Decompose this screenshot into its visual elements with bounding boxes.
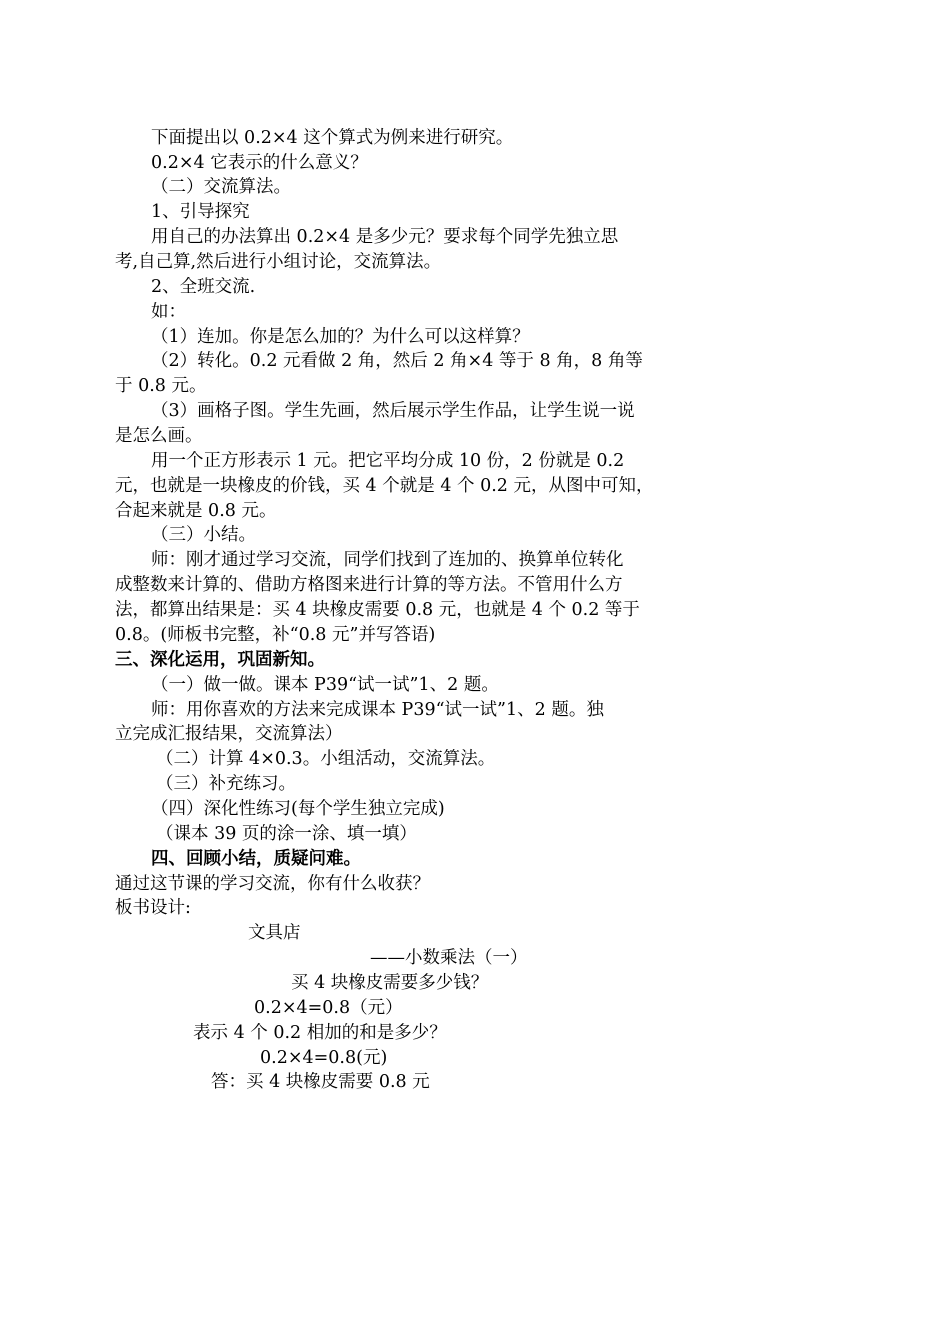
section-heading: 三、深化运用，巩固新知。 <box>115 650 325 670</box>
text-line: （二）计算 4×0.3。小组活动，交流算法。 <box>156 749 496 769</box>
text-line: 0.8。(师板书完整，补“0.8 元”并写答语) <box>115 625 436 645</box>
text-line: 通过这节课的学习交流，你有什么收获？ <box>115 874 430 894</box>
board-equation: 0.2×4=0.8(元) <box>260 1048 388 1068</box>
text-line: 成整数来计算的、借助方格图来进行计算的等方法。不管用什么方 <box>115 575 623 595</box>
text-line: 立完成汇报结果，交流算法） <box>115 724 343 744</box>
board-title: 文具店 <box>248 923 301 943</box>
text-line: 是怎么画。 <box>115 426 203 446</box>
text-line: 元，也就是一块橡皮的价钱，买 4 个就是 4 个 0.2 元，从图中可知， <box>115 476 654 496</box>
board-subtitle: ——小数乘法（一） <box>370 948 528 968</box>
text-line: 2、全班交流. <box>151 277 256 297</box>
text-line: （三）补充练习。 <box>156 774 296 794</box>
text-line: 师：用你喜欢的方法来完成课本 P39“试一试”1、2 题。独 <box>151 700 604 720</box>
text-line: （2）转化。0.2 元看做 2 角，然后 2 角×4 等于 8 角，8 角等 <box>151 351 643 371</box>
text-line: 考,自己算,然后进行小组讨论，交流算法。 <box>115 252 442 272</box>
text-line: 1、引导探究 <box>151 202 250 222</box>
text-line: 师：刚才通过学习交流，同学们找到了连加的、换算单位转化 <box>151 550 624 570</box>
text-line: （二）交流算法。 <box>151 177 291 197</box>
text-line: 如： <box>151 302 186 322</box>
board-equation: 0.2×4=0.8（元） <box>254 998 403 1018</box>
text-line: 用一个正方形表示 1 元。把它平均分成 10 份，2 份就是 0.2 <box>151 451 625 471</box>
text-line: （1）连加。你是怎么加的？为什么可以这样算？ <box>151 327 530 347</box>
text-line: （三）小结。 <box>151 525 256 545</box>
board-question: 买 4 块橡皮需要多少钱？ <box>291 973 489 993</box>
text-line: 用自己的办法算出 0.2×4 是多少元？要求每个同学先独立思 <box>151 227 619 247</box>
text-line: （3）画格子图。学生先画，然后展示学生作品，让学生说一说 <box>151 401 635 421</box>
board-answer: 答：买 4 块橡皮需要 0.8 元 <box>211 1072 430 1092</box>
board-meaning: 表示 4 个 0.2 相加的和是多少？ <box>193 1023 447 1043</box>
text-line: 板书设计: <box>115 898 191 918</box>
text-line: 合起来就是 0.8 元。 <box>115 501 277 521</box>
section-heading: 四、回顾小结，质疑问难。 <box>151 849 361 869</box>
text-line: 于 0.8 元。 <box>115 376 207 396</box>
text-line: （四）深化性练习(每个学生独立完成) <box>151 799 445 819</box>
text-line: 下面提出以 0.2×4 这个算式为例来进行研究。 <box>151 128 514 148</box>
text-line: （课本 39 页的涂一涂、填一填） <box>156 824 417 844</box>
text-line: 法，都算出结果是：买 4 块橡皮需要 0.8 元，也就是 4 个 0.2 等于 <box>115 600 640 620</box>
text-line: （一）做一做。课本 P39“试一试”1、2 题。 <box>151 675 499 695</box>
text-line: 0.2×4 它表示的什么意义？ <box>151 153 368 173</box>
